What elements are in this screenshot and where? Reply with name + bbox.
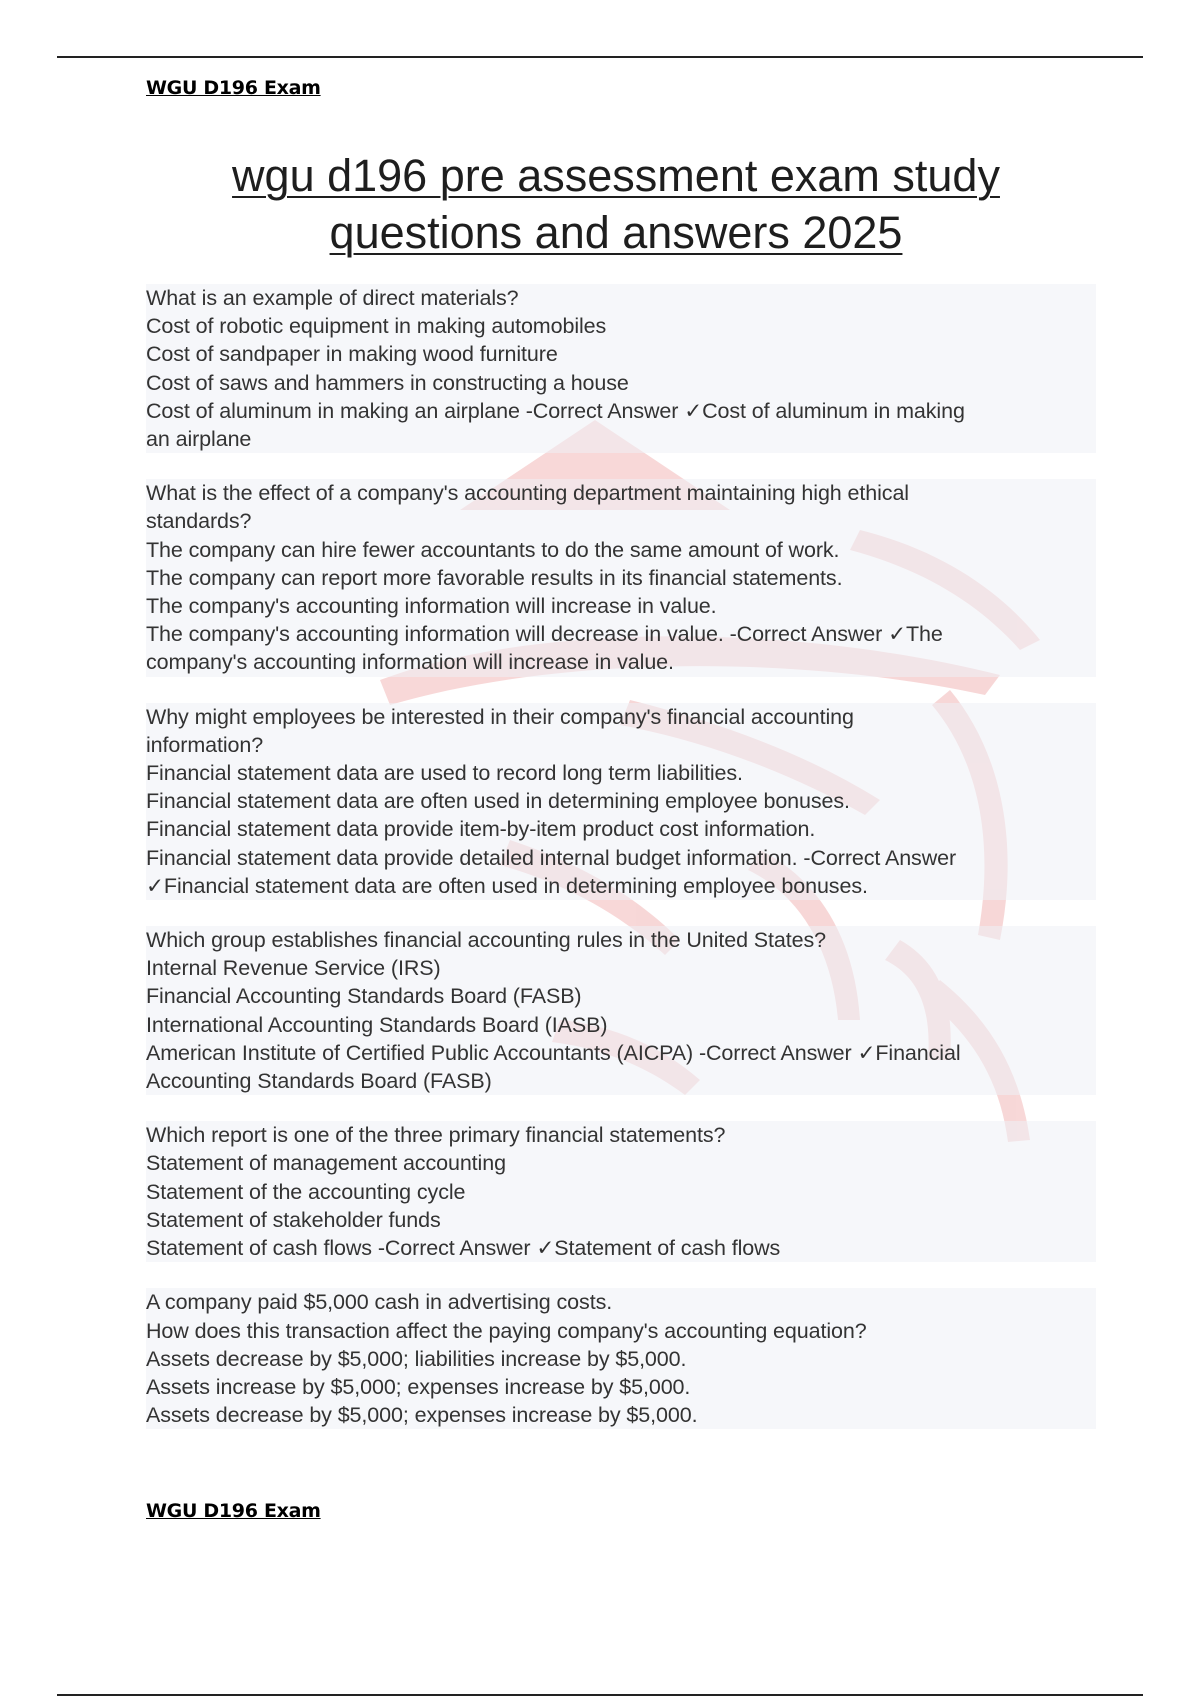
answer-option: Cost of sandpaper in making wood furniture xyxy=(146,340,1096,368)
answer-option: The company can report more favorable results in its financial statements. xyxy=(146,564,1096,592)
answer-option: The company can hire fewer accountants to do the same amount of work. xyxy=(146,536,1096,564)
answer-option: Internal Revenue Service (IRS) xyxy=(146,954,1096,982)
document-title-line-1: wgu d196 pre assessment exam study xyxy=(232,150,1000,201)
answer-option: Accounting Standards Board (FASB) xyxy=(146,1067,1096,1095)
top-rule xyxy=(57,56,1143,58)
answer-option: standards? xyxy=(146,507,1096,535)
answer-option: Assets decrease by $5,000; liabilities increase by $5,000. xyxy=(146,1345,1096,1373)
answer-option: information? xyxy=(146,731,1096,759)
answer-option: Financial Accounting Standards Board (FASB) xyxy=(146,982,1096,1010)
question-block xyxy=(146,926,1096,1095)
bottom-rule xyxy=(57,1694,1143,1696)
footer-label: WGU D196 Exam xyxy=(146,1500,321,1522)
answer-option: Statement of management accounting xyxy=(146,1149,1096,1177)
question-text: Which report is one of the three primary financial statements? xyxy=(146,1121,1096,1149)
question-block xyxy=(146,284,1096,453)
question-text: What is an example of direct materials? xyxy=(146,284,1096,312)
answer-option: Statement of the accounting cycle xyxy=(146,1178,1096,1206)
answer-option: Cost of aluminum in making an airplane -Correct Answer ✓Cost of aluminum in making xyxy=(146,397,1096,425)
question-text: Which group establishes financial accounting rules in the United States? xyxy=(146,926,1096,954)
answer-option: Financial statement data are used to record long term liabilities. xyxy=(146,759,1096,787)
question-text: A company paid $5,000 cash in advertising costs. xyxy=(146,1288,1096,1316)
question-text: Why might employees be interested in their company's financial accounting xyxy=(146,703,1096,731)
answer-option: Assets decrease by $5,000; expenses increase by $5,000. xyxy=(146,1401,1096,1429)
answer-option: an airplane xyxy=(146,425,1096,453)
answer-option: Financial statement data provide item-by-item product cost information. xyxy=(146,815,1096,843)
answer-option: Cost of saws and hammers in constructing a house xyxy=(146,369,1096,397)
answer-option: company's accounting information will increase in value. xyxy=(146,648,1096,676)
question-text: What is the effect of a company's accounting department maintaining high ethical xyxy=(146,479,1096,507)
document-title xyxy=(146,147,1086,261)
question-block xyxy=(146,1121,1096,1262)
answer-option: Cost of robotic equipment in making automobiles xyxy=(146,312,1096,340)
answer-option: Statement of stakeholder funds xyxy=(146,1206,1096,1234)
answer-option: Financial statement data provide detailed internal budget information. -Correct Answer xyxy=(146,844,1096,872)
answer-option: International Accounting Standards Board (IASB) xyxy=(146,1011,1096,1039)
answer-option: The company's accounting information will increase in value. xyxy=(146,592,1096,620)
question-block xyxy=(146,1288,1096,1429)
document-title-line-2: questions and answers 2025 xyxy=(329,207,903,258)
answer-option: American Institute of Certified Public Accountants (AICPA) -Correct Answer ✓Financial xyxy=(146,1039,1096,1067)
question-block xyxy=(146,479,1096,676)
answer-option: Statement of cash flows -Correct Answer ✓Statement of cash flows xyxy=(146,1234,1096,1262)
header-label: WGU D196 Exam xyxy=(146,77,321,99)
answer-option: How does this transaction affect the paying company's accounting equation? xyxy=(146,1317,1096,1345)
answer-option: ✓Financial statement data are often used in determining employee bonuses. xyxy=(146,872,1096,900)
answer-option: The company's accounting information will decrease in value. -Correct Answer ✓The xyxy=(146,620,1096,648)
question-block xyxy=(146,703,1096,900)
question-list xyxy=(146,284,1096,1455)
answer-option: Assets increase by $5,000; expenses increase by $5,000. xyxy=(146,1373,1096,1401)
answer-option: Financial statement data are often used in determining employee bonuses. xyxy=(146,787,1096,815)
